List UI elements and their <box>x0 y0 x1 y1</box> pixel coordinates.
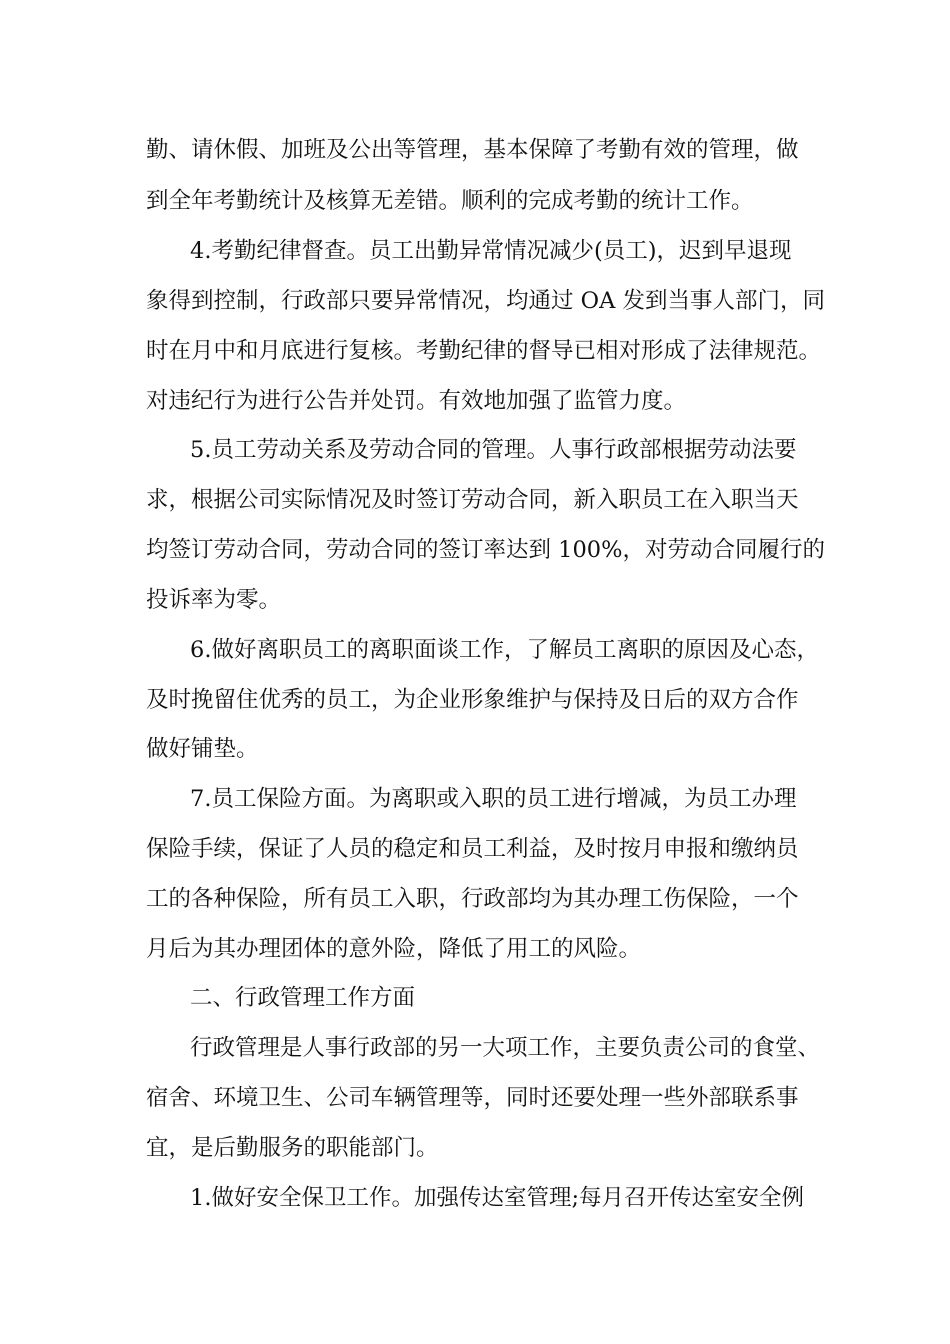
paragraph-4-start: 4.考勤纪律督查。员工出勤异常情况减少(员工)，迟到早退现 <box>190 238 792 264</box>
text-line-10: 投诉率为零。 <box>146 587 282 613</box>
admin-item-1-start: 1.做好安全保卫工作。加强传达室管理;每月召开传达室安全例 <box>190 1185 805 1211</box>
text-line-6: 对违纪行为进行公告并处罚。有效地加强了监管力度。 <box>146 388 687 414</box>
section-intro-start: 行政管理是人事行政部的另一大项工作，主要负责公司的食堂、 <box>190 1035 821 1061</box>
text-line-1: 勤、请休假、加班及公出等管理，基本保障了考勤有效的管理，做 <box>146 137 799 163</box>
text-line-5: 时在月中和月底进行复核。考勤纪律的督导已相对形成了法律规范。 <box>146 338 822 364</box>
text-line-12: 及时挽留住优秀的员工，为企业形象维护与保持及日后的双方合作 <box>146 687 799 713</box>
paragraph-5-start: 5.员工劳动关系及劳动合同的管理。人事行政部根据劳动法要 <box>190 437 797 463</box>
text-line-13: 做好铺垫。 <box>146 736 259 762</box>
paragraph-7-start: 7.员工保险方面。为离职或入职的员工进行增减，为员工办理 <box>190 786 797 812</box>
text-line-15: 保险手续，保证了人员的稳定和员工利益，及时按月申报和缴纳员 <box>146 836 799 862</box>
text-line-2: 到全年考勤统计及核算无差错。顺利的完成考勤的统计工作。 <box>146 188 754 214</box>
text-line-20: 宿舍、环境卫生、公司车辆管理等，同时还要处理一些外部联系事 <box>146 1085 799 1111</box>
text-line-8: 求，根据公司实际情况及时签订劳动合同，新入职员工在入职当天 <box>146 487 799 513</box>
paragraph-6-start: 6.做好离职员工的离职面谈工作，了解员工离职的原因及心态， <box>190 637 819 663</box>
text-line-21: 宜，是后勤服务的职能部门。 <box>146 1135 439 1161</box>
text-line-9: 均签订劳动合同，劳动合同的签订率达到 100%，对劳动合同履行的 <box>146 537 825 563</box>
section-heading: 二、行政管理工作方面 <box>190 985 416 1011</box>
text-line-4: 象得到控制，行政部只要异常情况，均通过 OA 发到当事人部门，同 <box>146 288 826 314</box>
text-line-16: 工的各种保险，所有员工入职，行政部均为其办理工伤保险，一个 <box>146 886 799 912</box>
text-line-17: 月后为其办理团体的意外险，降低了用工的风险。 <box>146 936 642 962</box>
